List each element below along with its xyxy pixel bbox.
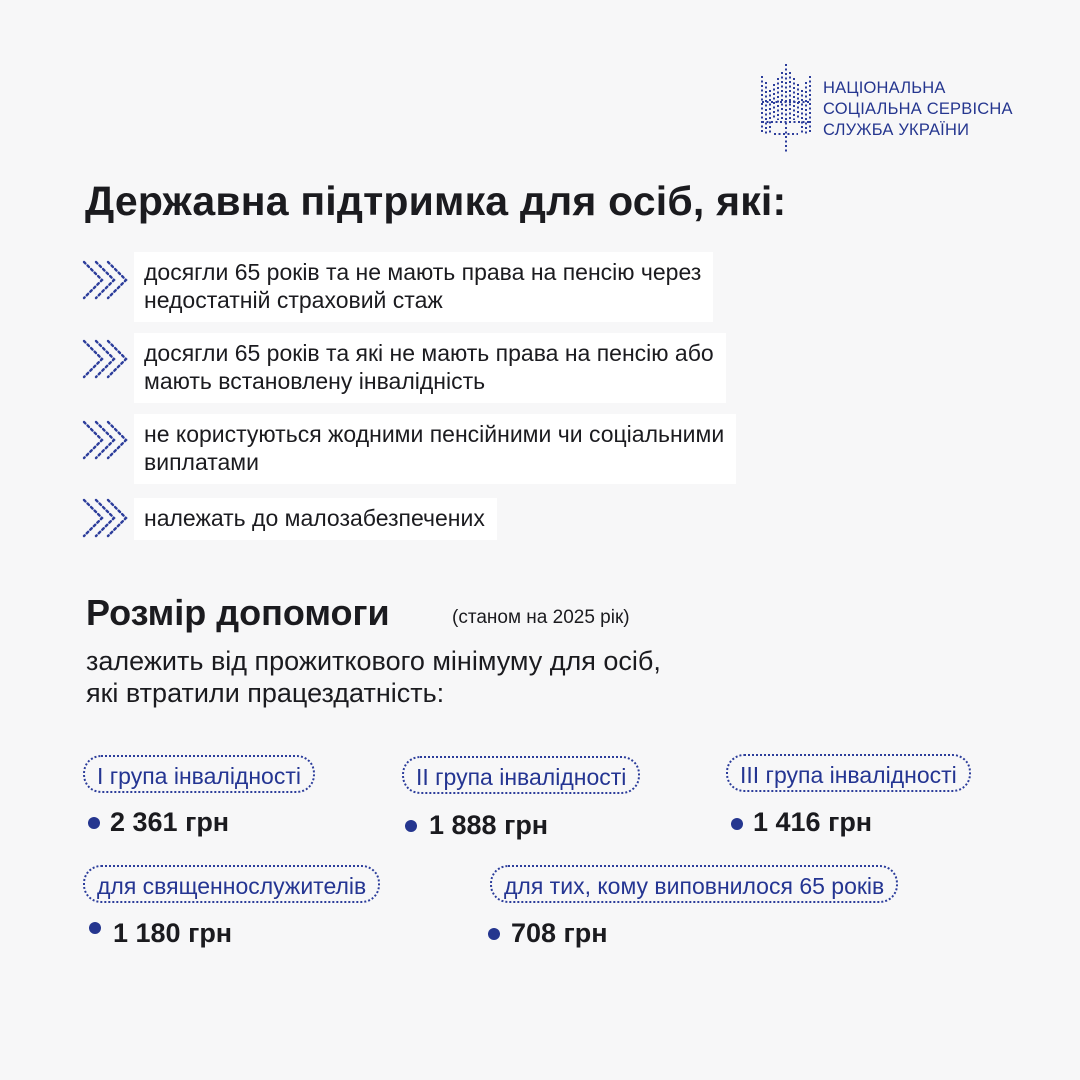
group-amount-1: 2 361 грн — [110, 807, 230, 837]
group-label-1: I група інвалідності — [83, 755, 315, 793]
logo-text — [823, 78, 1013, 141]
criteria-text: досягли 65 років та не мають права на пенсію через недостатній страховий стаж — [134, 252, 713, 322]
group-label-4: для священнослужителів — [83, 865, 380, 903]
amount-description: залежить від прожиткового мінімуму для осіб, які втратили працездатність: — [86, 646, 661, 708]
bullet-dot — [731, 818, 743, 830]
logo-line-2: СОЦІАЛЬНА СЕРВІСНА — [823, 100, 1013, 118]
criteria-text: не користуються жодними пенсійними чи соціальними виплатами — [134, 414, 736, 484]
logo-line-1: НАЦІОНАЛЬНА — [823, 79, 946, 97]
group-amount-2: 1 888 грн — [429, 810, 549, 840]
group-amount-5: 708 грн — [511, 918, 608, 948]
bullet-dot — [488, 928, 500, 940]
group-amount-3: 1 416 грн — [753, 807, 873, 837]
group-amount-4: 1 180 грн — [113, 918, 233, 948]
group-label-3: III група інвалідності — [726, 754, 971, 792]
nssu-emblem-icon — [758, 62, 816, 154]
criteria-text: досягли 65 років та які не мають права на пенсію або мають встановлену інвалідність — [134, 333, 726, 403]
criteria-text: належать до малозабезпечених — [134, 498, 497, 540]
page-title: Державна підтримка для осіб, які: — [85, 178, 787, 224]
nssu-logo — [758, 62, 1038, 154]
chevrons-right-icon — [80, 498, 132, 538]
group-label-5: для тих, кому виповнилося 65 років — [490, 865, 898, 903]
chevrons-right-icon — [80, 339, 132, 379]
group-label-2: II група інвалідності — [402, 756, 640, 794]
bullet-dot — [405, 820, 417, 832]
logo-line-3: СЛУЖБА УКРАЇНИ — [823, 121, 970, 139]
chevrons-right-icon — [80, 420, 132, 460]
bullet-dot — [88, 817, 100, 829]
amount-note: (станом на 2025 рік) — [452, 607, 630, 628]
amount-heading: Розмір допомоги — [86, 592, 390, 633]
chevrons-right-icon — [80, 260, 132, 300]
bullet-dot — [89, 922, 101, 934]
